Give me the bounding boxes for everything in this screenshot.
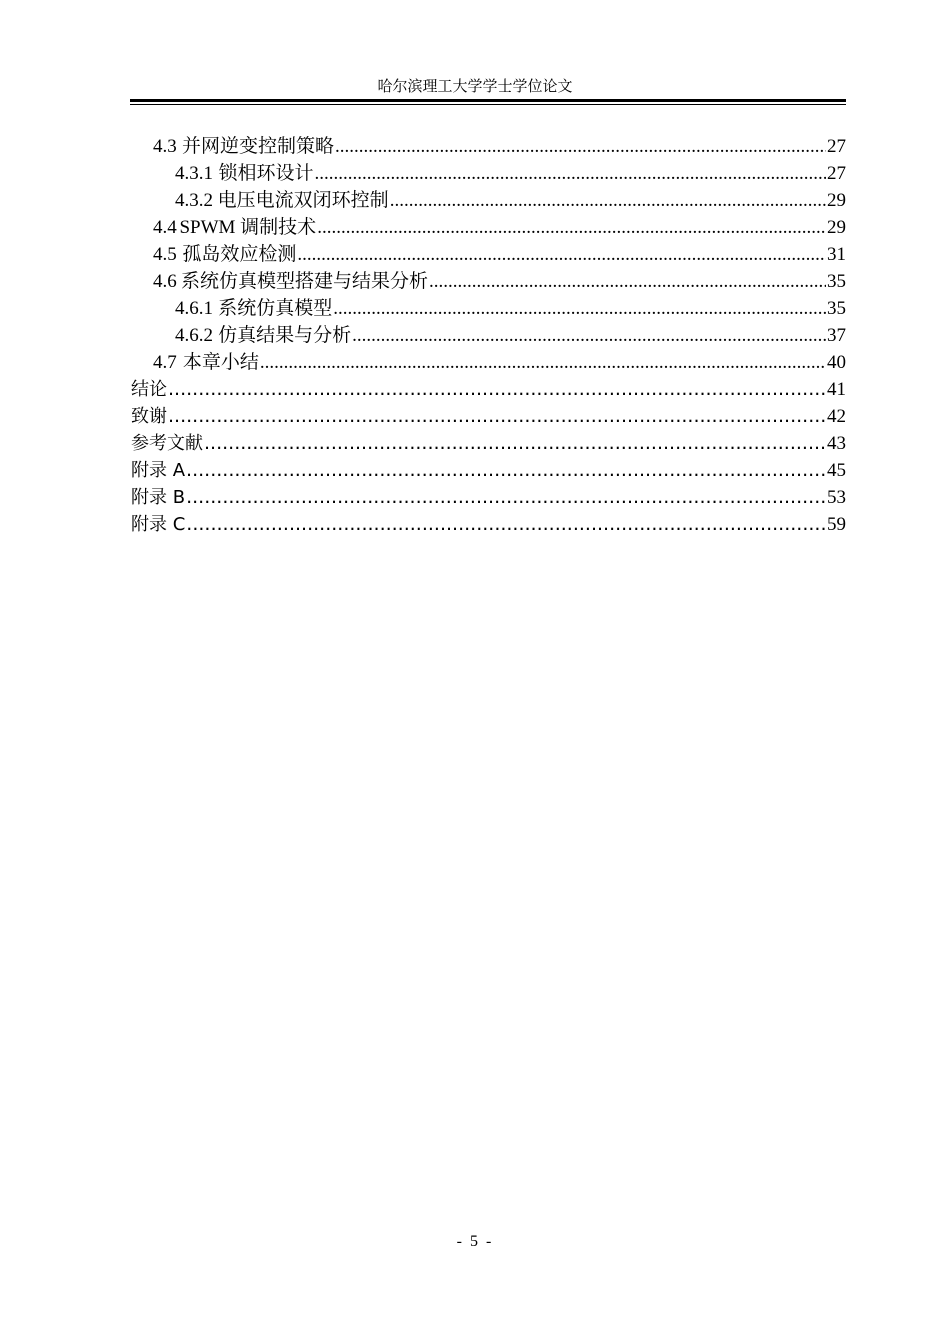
toc-leader-dots — [429, 268, 826, 295]
toc-entry-title: 锁相环设计 — [218, 163, 314, 184]
toc-leader-dots — [333, 295, 826, 322]
toc-entry-page: 27 — [827, 163, 846, 184]
toc-entry-number: 4.5 — [153, 244, 177, 265]
table-of-contents — [131, 133, 846, 538]
toc-entry-page: 40 — [827, 352, 846, 373]
toc-entry-title: 系统仿真模型 — [218, 298, 333, 319]
toc-entry-4-3-1[interactable] — [131, 160, 846, 187]
toc-entry-page: 42 — [827, 406, 846, 427]
toc-entry-4-3[interactable] — [131, 133, 846, 160]
toc-leader-dots — [352, 322, 826, 349]
toc-leader-dots — [186, 484, 826, 511]
toc-entry-title: SPWM 调制技术 — [179, 217, 317, 238]
toc-entry-number: 4.3.2 — [175, 190, 213, 211]
header-rule-thin — [130, 104, 846, 105]
toc-entry-number: 4.3 — [153, 136, 177, 157]
toc-entry-appendix-c[interactable] — [131, 511, 846, 538]
toc-entry-title: 孤岛效应检测 — [182, 244, 297, 265]
toc-entry-page: 53 — [827, 487, 846, 508]
page-number: - 5 - — [456, 1233, 494, 1250]
toc-entry-title: 仿真结果与分析 — [218, 325, 352, 346]
toc-entry-page: 35 — [827, 271, 846, 292]
toc-entry-number: 4.6.1 — [175, 298, 213, 319]
toc-leader-dots — [168, 403, 826, 430]
toc-entry-title: 电压电流双闭环控制 — [217, 190, 389, 211]
page-header-title: 哈尔滨理工大学学士学位论文 — [377, 79, 573, 95]
toc-leader-dots — [390, 187, 826, 214]
toc-leader-dots — [186, 457, 826, 484]
toc-entry-page: 37 — [827, 325, 846, 346]
toc-entry-number: 4.6.2 — [175, 325, 213, 346]
toc-leader-dots — [186, 511, 826, 538]
toc-entry-page: 29 — [827, 190, 846, 211]
toc-entry-page: 43 — [827, 433, 846, 454]
toc-leader-dots — [314, 160, 826, 187]
toc-leader-dots — [335, 133, 826, 160]
toc-leader-dots — [168, 376, 826, 403]
toc-entry-4-3-2[interactable] — [131, 187, 846, 214]
toc-entry-number: 4.6 — [153, 271, 177, 292]
toc-entry-title: 附录 B — [131, 487, 186, 508]
toc-entry-title: 系统仿真模型搭建与结果分析 — [181, 271, 429, 292]
toc-entry-4-4[interactable] — [131, 214, 846, 241]
toc-entry-number: 4.7 — [153, 352, 177, 373]
toc-entry-number: 4.4 — [153, 217, 177, 238]
toc-leader-dots — [317, 214, 826, 241]
toc-entry-number: 4.3.1 — [175, 163, 213, 184]
toc-entry-4-6-2[interactable] — [131, 322, 846, 349]
toc-leader-dots — [297, 241, 826, 268]
toc-entry-page: 29 — [827, 217, 846, 238]
toc-entry-page: 59 — [827, 514, 846, 535]
toc-entry-title: 致谢 — [131, 406, 167, 427]
toc-entry-appendix-a[interactable] — [131, 457, 846, 484]
toc-entry-4-7[interactable] — [131, 349, 846, 376]
toc-entry-page: 45 — [827, 460, 846, 481]
toc-entry-title: 附录 A — [131, 460, 186, 481]
toc-entry-title: 并网逆变控制策略 — [182, 136, 335, 157]
toc-entry-title: 本章小结 — [182, 352, 259, 373]
toc-entry-title: 参考文献 — [131, 433, 203, 454]
toc-entry-appendix-b[interactable] — [131, 484, 846, 511]
toc-entry-conclusion[interactable] — [131, 376, 846, 403]
toc-entry-title: 结论 — [131, 379, 167, 400]
toc-entry-4-6[interactable] — [131, 268, 846, 295]
toc-leader-dots — [260, 349, 826, 376]
toc-leader-dots — [204, 430, 826, 457]
toc-entry-page: 35 — [827, 298, 846, 319]
toc-entry-references[interactable] — [131, 430, 846, 457]
toc-entry-4-6-1[interactable] — [131, 295, 846, 322]
toc-entry-acknowledgements[interactable] — [131, 403, 846, 430]
toc-entry-page: 27 — [827, 136, 846, 157]
toc-entry-title: 附录 C — [131, 514, 186, 535]
toc-entry-page: 31 — [827, 244, 846, 265]
toc-entry-4-5[interactable] — [131, 241, 846, 268]
toc-entry-page: 41 — [827, 379, 846, 400]
header-rule-thick — [130, 99, 846, 102]
